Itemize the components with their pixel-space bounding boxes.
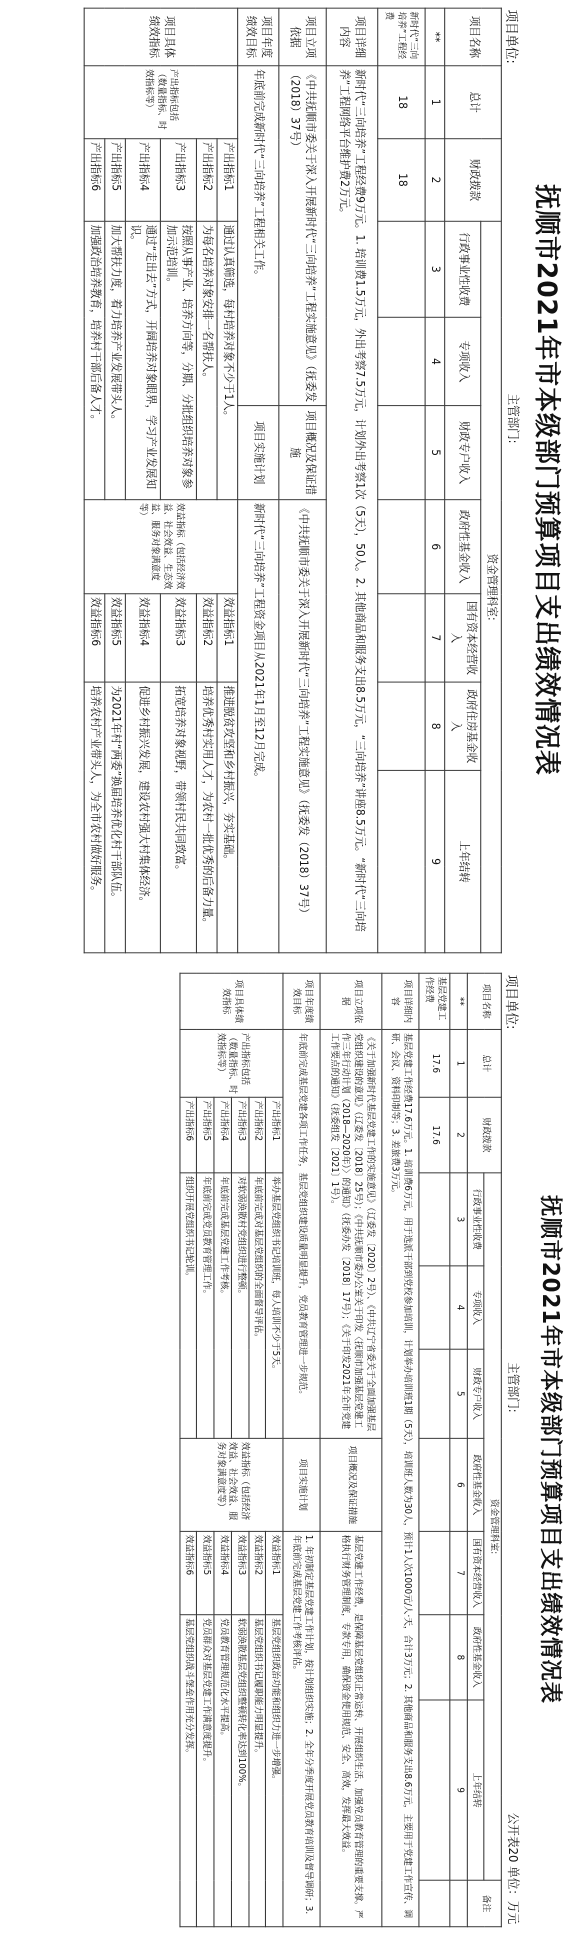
header-gov-fund: 政府性基金收入 (445, 500, 481, 594)
output-key: 产出指标2 (249, 1097, 266, 1173)
output-key: 产出指标3 (231, 1097, 248, 1173)
money-unit-label (505, 1813, 523, 1925)
header-fiscal-account: 财政专户收入 (467, 1349, 484, 1438)
plan-text: 新时代“三向培养”工程资金项目从2021年1月至12月完成。 (237, 500, 278, 953)
funding-office-label: 资金管理科室: (484, 1173, 501, 1880)
col-num: 2 (450, 1097, 467, 1173)
col-num: ** (425, 8, 445, 66)
header-total: 总计 (445, 66, 501, 139)
overview-label: 项目概况及保证措施 (320, 1438, 382, 1531)
benefit-key: 效益指标1 (217, 594, 237, 682)
project-name-cell: 基层党建工作经费 (419, 973, 450, 1029)
project-unit-label: 项目单位: (502, 974, 519, 1030)
output-label: 产出指标包括（数量指标、时效指标等） (180, 1029, 283, 1097)
output-value: 加大帮扶力度，着力培养产业发展带头人。 (104, 221, 124, 499)
output-value: 对软弱涣散村党组织进行整顿。 (231, 1173, 248, 1439)
header-fiscal-account: 财政专户收入 (445, 406, 481, 500)
money-unit: 单位：万元 (505, 1866, 521, 1925)
benefit-key: 效益指标5 (197, 1531, 214, 1614)
output-value: 组织开展党组织书记轮训。 (180, 1173, 197, 1439)
page-title: 抚顺市2021年市本级部门预算项目支出绩效情况表 (536, 1195, 563, 1704)
detail-text: 基层党建工作经费17.6万元。1. 培训费6万元，用于选派干部到党校参加培训，计划举办培训班1期（5天），培训班人数为30人，预计1人次1000元/人·天，合计3万元；2. 其他商品和服务支出8.6万元，主要用于党建工作宣传、调研、会议、资料印制等；3. 差旅费3万元。 (382, 1029, 419, 1926)
col-num: 8 (425, 682, 445, 770)
output-value: 加强政治培养教育，培养村干部后备人才。 (84, 221, 104, 499)
budget-table (179, 973, 502, 1928)
benefit-key: 效益指标3 (231, 1531, 248, 1614)
col-num: 3 (425, 221, 445, 317)
indicator-label: 项目具体绩效指标 (84, 8, 237, 66)
page-title: 抚顺市2021年市本级部门预算项目支出绩效情况表 (530, 184, 562, 776)
header-project-name: 项目名称 (445, 8, 501, 66)
output-value: 按照从事产业、培养方向等，分期、分批组织培养对象参加示范培训。 (161, 221, 197, 499)
col-num: 4 (425, 317, 445, 405)
detail-label: 项目详细内容 (382, 973, 419, 1029)
project-name-cell: 新时代“三向培养”工程经费 (377, 8, 424, 66)
header-carryover: 上年结转 (445, 770, 481, 952)
output-value: 通过认真筛选，每村培养对象不少于1人。 (217, 221, 237, 499)
header-gov-fund: 政府性基金收入 (467, 1438, 484, 1531)
output-key: 产出指标5 (104, 139, 124, 222)
output-value: 为每名培养对象安排一名帮扶人。 (196, 221, 216, 499)
benefit-key: 效益指标2 (249, 1531, 266, 1614)
col-num: ** (450, 973, 467, 1029)
basis-label: 项目立项依据 (320, 973, 382, 1029)
benefit-value: 推进脱贫攻坚和乡村振兴，夯实基础。 (217, 682, 237, 953)
col-num: 4 (450, 1266, 467, 1349)
benefit-value: 为2021年村“两委”换届培养优化村干部队伍。 (104, 682, 124, 953)
header-total: 总计 (467, 1029, 501, 1097)
budget-sheet-page-2 (0, 965, 576, 1934)
output-key: 产出指标2 (196, 139, 216, 222)
output-value: 年底前完成党员教育管理工作。 (197, 1173, 214, 1439)
overview-label: 项目概况及保证措施 (278, 406, 325, 500)
budget-sheet-page-1 (0, 0, 576, 960)
plan-label: 项目实施计划 (283, 1438, 320, 1531)
fiscal-cell: 17.6 (419, 1097, 450, 1173)
benefit-key: 效益指标1 (266, 1531, 283, 1614)
benefit-value: 基层党组织战斗堡垒作用充分发挥。 (180, 1615, 197, 1927)
annual-goal-text: 年底前完成新时代“三向培养”工程相关工作。 (237, 66, 278, 406)
output-value: 举办基层党组织书记培训班，每人培训不少于5天。 (266, 1173, 283, 1439)
header-gov-debt: 政府住房基金收入 (445, 682, 481, 770)
benefit-key: 效益指标3 (161, 594, 197, 682)
output-value: 年底前完成对基层党组织的全面督导评估。 (249, 1173, 266, 1439)
annual-goal-label: 项目年度绩效目标 (237, 8, 278, 66)
col-num: 9 (425, 770, 445, 952)
detail-label: 项目详细内容 (326, 8, 378, 66)
output-key: 产出指标5 (197, 1097, 214, 1173)
output-value: 年底前完成基层党建工作考核。 (214, 1173, 231, 1439)
output-key: 产出指标4 (125, 139, 161, 222)
basis-text: 《中共抚顺市委关于深入开展新时代“三向培养”工程实施意见》（抚委发（2018）37号） (278, 66, 325, 406)
col-num: 6 (450, 1438, 467, 1531)
header-remark: 备注 (467, 1880, 501, 1927)
benefit-value: 基层党组织政治功能和组织力进一步增强。 (266, 1615, 283, 1927)
col-num: 3 (450, 1173, 467, 1266)
project-unit-label: 项目单位: (502, 9, 519, 64)
col-num: 6 (425, 500, 445, 594)
plan-text: 1. 年初制定基层党建工作计划，按计划组织实施；2. 全年分季度开展党员教育培训及督导调研；3. 年底前完成基层党建工作考核评估。 (283, 1531, 320, 1926)
benefit-key: 效益指标2 (196, 594, 216, 682)
overview-text: 《中共抚顺市委关于深入开展新时代“三向培养”工程实施意见》（抚委发（2018）37号） (278, 500, 325, 953)
dept-label: 主管部门: (505, 393, 521, 444)
output-label: 产出指标包括（数量指标、时效指标等） (84, 66, 237, 139)
col-num: 7 (450, 1531, 467, 1614)
header-carryover: 上年结转 (467, 1700, 484, 1880)
detail-text: 新时代“三向培养”工程经费9万元。1. 培训费1.5万元，外出考察7.5万元，计划外出考察1次（5天），50人。2. 其他商品和服务支出8.5万元，“三向培养”讲座8.5万元。“新时代“三向培养”工程网络平台维护费2万元。 (326, 66, 378, 953)
benefit-label: 效益指标（包括经济效益、社会效益、服务对象满意度等） (180, 1438, 283, 1531)
header-special-income: 专项收入 (445, 317, 481, 405)
benefit-key: 效益指标6 (84, 594, 104, 682)
basis-label: 项目立项依据 (278, 8, 325, 66)
col-num: 2 (425, 139, 445, 222)
header-state-capital: 国有资本经营收入 (445, 594, 481, 682)
benefit-value: 培养农村产业带头人，为全市农村做好服务。 (84, 682, 104, 953)
indicator-label: 项目具体绩效指标 (180, 973, 283, 1029)
benefit-key: 效益指标5 (104, 594, 124, 682)
benefit-key: 效益指标4 (125, 594, 161, 682)
output-key: 产出指标4 (214, 1097, 231, 1173)
header-fiscal: 财政拨款 (445, 139, 501, 222)
dept-label: 主管部门: (505, 1362, 521, 1413)
col-num: 5 (425, 406, 445, 500)
page-number-label: 公开表20 (505, 1812, 521, 1863)
header-gov-debt: 政府性基金收入 (467, 1615, 484, 1700)
basis-text: 《关于加强新时代基层党建工作的实施意见》（辽委发〔2020〕2号）、《中共辽宁省委关于全面加强基层党组织建设的意见》（辽委发〔2018〕25号）；《中共抚顺市委办公室关于印发〈抚顺市加强基层党建工作三年行动计划（2018—2020年）〉的通知》（抚委办发〔2018〕17号）；《关于印发2021年全市党建工作要点的通知》（抚委组发〔2021〕1号）。 (320, 1029, 382, 1438)
funding-office-label: 资金管理科室: (481, 221, 501, 953)
output-key: 产出指标1 (217, 139, 237, 222)
output-key: 产出指标3 (161, 139, 197, 222)
benefit-value: 基层党组织书记履职能力明显提升。 (249, 1615, 266, 1927)
fiscal-cell: 18 (377, 139, 424, 222)
output-key: 产出指标6 (84, 139, 104, 222)
benefit-label: 效益指标（包括经济效益、社会效益、生态效益、服务对象满意度等） (84, 500, 237, 594)
benefit-value: 软弱涣散基层党组织整顿转化率达到100%。 (231, 1615, 248, 1927)
benefit-value: 党员教育管理规范化水平提高。 (214, 1615, 231, 1927)
col-num: 9 (450, 1700, 467, 1880)
header-admin-fee: 行政事业性收费 (445, 221, 481, 317)
header-project-name: 项目名称 (467, 973, 501, 1029)
col-num: 5 (450, 1349, 467, 1438)
header-admin-fee: 行政事业性收费 (467, 1173, 484, 1266)
benefit-key: 效益指标4 (214, 1531, 231, 1614)
output-value: 通过“走出去”方式，开阔培养对象眼界，学习产业发展知识。 (125, 221, 161, 499)
annual-goal-text: 年底前完成基层党建各项工作任务，基层党组织建设质量明显提升，党员教育管理进一步规范。 (283, 1029, 320, 1438)
annual-goal-label: 项目年度绩效目标 (283, 973, 320, 1029)
header-special-income: 专项收入 (467, 1266, 484, 1349)
benefit-value: 促进乡村振兴发展，建设农村强大村集体经济。 (125, 682, 161, 953)
col-num: 7 (425, 594, 445, 682)
output-key: 产出指标1 (266, 1097, 283, 1173)
plan-label: 项目实施计划 (237, 406, 278, 500)
budget-table (84, 8, 502, 954)
overview-text: 基层党建工作经费，是保障基层党组织正常运转、开展组织生活、加强党员教育管理的重要支撑。严格执行财务管理制度，专款专用，确保资金使用规范、安全、高效，发挥最大效益。 (320, 1531, 382, 1926)
total-cell: 17.6 (419, 1029, 450, 1097)
benefit-key: 效益指标6 (180, 1531, 197, 1614)
header-fiscal: 财政拨款 (467, 1097, 501, 1173)
col-num: 1 (450, 1029, 467, 1097)
total-cell: 18 (377, 66, 424, 139)
col-num: 1 (425, 66, 445, 139)
benefit-value: 培养优秀村实用人才，为农村一批优秀的后备力量。 (196, 682, 216, 953)
benefit-value: 拓宽培养对象视野，带领村民共同致富。 (161, 682, 197, 953)
col-num: 8 (450, 1615, 467, 1700)
output-key: 产出指标6 (180, 1097, 197, 1173)
header-state-capital: 国有资本经营收入 (467, 1531, 484, 1614)
benefit-value: 党员群众对基层党建工作满意度提升。 (197, 1615, 214, 1927)
